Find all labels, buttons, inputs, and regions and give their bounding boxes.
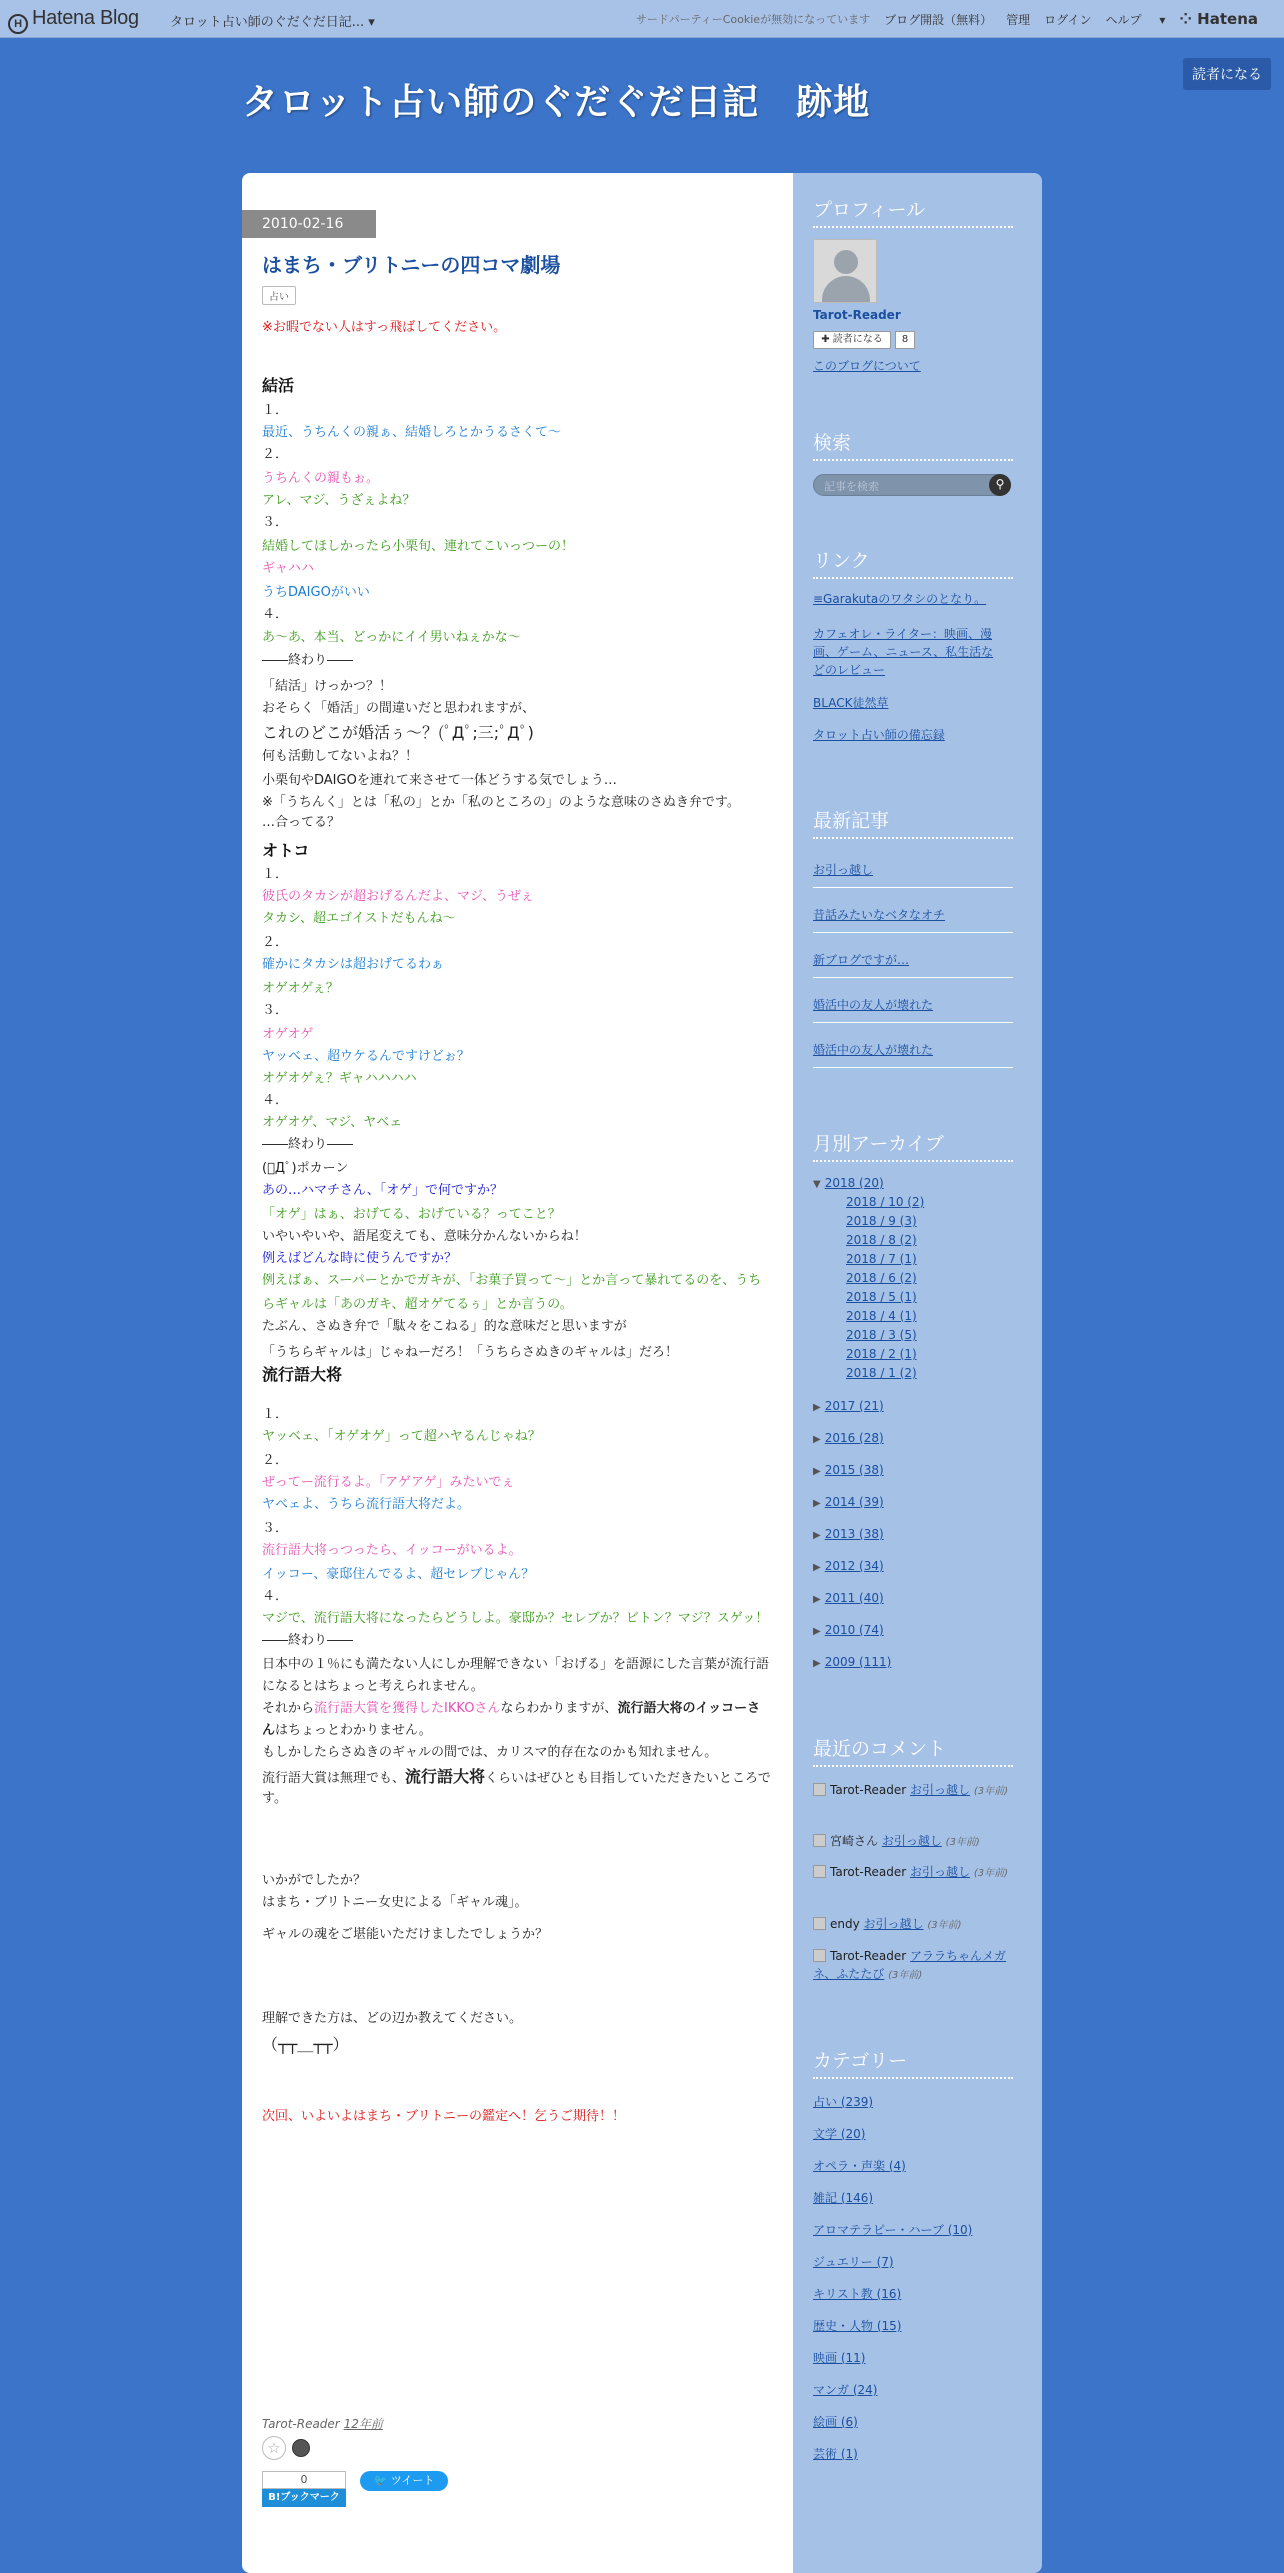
comment-item: endy お引っ越し (3年前) [813, 1915, 1018, 1935]
link-cafeole[interactable]: カフェオレ・ライター：映画、漫 [813, 627, 993, 641]
category-link[interactable]: 歴史・人物 (15) [813, 2319, 902, 2333]
category-link[interactable]: キリスト教 (16) [813, 2287, 902, 2301]
about-blog-link[interactable]: このブログについて [813, 359, 921, 373]
entry-line: うちDAIGOがいい [262, 585, 370, 600]
entry-line: 何も活動してないよね？！ [262, 749, 419, 764]
content-wrapper [242, 173, 1042, 2573]
entry-line: ギャルの魂をご堪能いただけましたでしょうか？ [262, 1927, 549, 1942]
comment-item: Tarot-Reader アララちゃんメガネ、ふたたび (3年前) [813, 1949, 1007, 1981]
comments-heading: 最近のコメント [813, 1734, 1013, 1767]
recent-item[interactable]: 婚活中の友人が壊れた [813, 1043, 934, 1057]
entry-line: ３． [262, 515, 289, 530]
category-link[interactable]: オペラ・声楽 (4) [813, 2159, 906, 2173]
entry-line: ――終わり―― [262, 653, 354, 668]
separator [813, 977, 1013, 978]
entry-line: らギャルは「あのガキ、超オゲてるぅ」とか言うの。 [262, 1297, 573, 1312]
archive-month[interactable]: 2018 / 2 (1) [846, 1347, 917, 1361]
blog-title[interactable]: タロット占い師のぐだぐだ日記 跡地 [242, 82, 871, 123]
category-link[interactable]: 絵画 (6) [813, 2415, 858, 2429]
entry-line: 理解できた方は、どの辺か教えてください。 [262, 2011, 523, 2026]
separator [813, 1067, 1013, 1068]
entry-line: これのどこが婚活ぅ〜？(ﾟДﾟ;三;ﾟДﾟ) [262, 723, 534, 742]
separator [813, 887, 1013, 888]
entry-line: タカシ、超エゴイストだもんね〜 [262, 911, 456, 926]
entry-line: あ〜あ、本当、どっかにイイ男いねぇかな〜 [262, 630, 521, 645]
entry-line: イッコー、豪邸住んでるよ、超セレブじゃん？ [262, 1567, 535, 1582]
entry-line: はまち・ブリトニー女史による「ギャル魂」。 [262, 1895, 528, 1910]
main-column [242, 173, 793, 2573]
category-heading: カテゴリー [813, 2046, 1013, 2079]
section-heading: 流行語大将 [262, 1365, 343, 1384]
entry-line: になるとはちょっと考えられません。 [262, 1679, 484, 1694]
search-icon[interactable]: ⚲ [989, 474, 1011, 496]
recent-item[interactable]: お引っ越し [813, 863, 874, 877]
bookmark-button[interactable]: B!ブックマーク [262, 2489, 346, 2507]
recent-heading: 最新記事 [813, 806, 1013, 839]
entry-line: ヤッベェ、超ウケるんですけどぉ？ [262, 1049, 470, 1064]
reader-count: 8 [895, 331, 915, 349]
comment-link[interactable]: お引っ越し [863, 1917, 924, 1931]
link-memo[interactable]: タロット占い師の備忘録 [813, 728, 945, 742]
entry-line: いかがでしたか？ [262, 1873, 367, 1888]
comment-item: Tarot-Reader お引っ越し (3年前) [813, 1781, 1018, 1801]
entry-line: ぜってー流行るよ。「アゲアゲ」みたいでぇ [262, 1475, 515, 1490]
link-cafeole-3[interactable]: どのレビュー [813, 663, 886, 677]
entry-line: 結婚してほしかったら小栗旬、連れてこいっつーの！ [262, 539, 575, 554]
entry-line: 次回、いよいよはまち・ブリトニーの鑑定へ！乞うご期待！！ [262, 2109, 625, 2124]
entry-line: オゲオゲ、マジ、ヤベェ [262, 1115, 403, 1130]
category-link[interactable]: マンガ (24) [813, 2383, 878, 2397]
archive-month[interactable]: 2018 / 9 (3) [846, 1214, 917, 1228]
archive-month[interactable]: 2018 / 1 (2) [846, 1366, 917, 1380]
link-cafeole-2[interactable]: 画、ゲーム、ニュース、私生活な [813, 645, 994, 659]
login-link[interactable]: ログイン [1044, 12, 1092, 27]
sidebar [793, 173, 1042, 2573]
comment-link[interactable]: アララちゃんメガネ、ふたたび [813, 1949, 1007, 1981]
archive-year[interactable]: ▶ 2013 (38) [813, 1527, 884, 1541]
user-icon [813, 1917, 826, 1930]
entry-line: １． [262, 867, 289, 882]
archive-year[interactable]: ▶ 2014 (39) [813, 1495, 884, 1509]
entry-line: オゲオゲぇ？ [262, 981, 339, 996]
category-link[interactable]: ジュエリー (7) [813, 2255, 894, 2269]
color-star-icon[interactable] [292, 2439, 310, 2457]
entry-line: １． [262, 1407, 289, 1422]
entry-line: 「うちらギャルは」じゃねーだろ！「うちらさぬきのギャルは」だろ！ [262, 1345, 679, 1360]
recent-item[interactable]: 婚活中の友人が壊れた [813, 998, 934, 1012]
profile-heading: プロフィール [813, 195, 1013, 228]
entry-line: おそらく「婚活」の間違いだと思われますが、 [262, 701, 536, 716]
link-black[interactable]: BLACK徒然草 [813, 696, 889, 710]
search-input[interactable]: 記事を検索 ⚲ [813, 474, 1011, 496]
entry-line: …合ってる？ [262, 815, 341, 830]
entry-title[interactable]: はまち・ブリトニーの四コマ劇場 [262, 253, 561, 277]
category-tag[interactable]: 占い [262, 286, 296, 305]
entry-line: ――終わり―― [262, 1137, 354, 1152]
profile-name[interactable]: Tarot-Reader [813, 308, 901, 322]
help-menu[interactable]: ヘルプ ▾ [1105, 12, 1166, 27]
link-garakuta[interactable]: ≡Garakutaのワタシのとなり。 [813, 592, 987, 606]
entry-line: ２． [262, 935, 289, 950]
entry-line: ３． [262, 1521, 289, 1536]
separator [813, 932, 1013, 933]
archive-year[interactable]: ▶ 2009 (111) [813, 1655, 892, 1669]
entry-line: たぶん、さぬき弁で「駄々をこねる」的な意味だと思いますが [262, 1319, 627, 1334]
entry-line: 最近、うちんくの親ぁ、結婚しろとかうるさくて〜 [262, 425, 562, 440]
blog-switcher[interactable]: タロット占い師のぐだぐだ日記... ▾ [170, 15, 375, 30]
reader-button[interactable]: ✚ 読者になる [813, 331, 891, 349]
separator [813, 1022, 1013, 1023]
links-heading: リンク [813, 546, 1013, 579]
entry-line: ※お暇でない人はすっ飛ばしてください。 [262, 320, 507, 335]
entry-line: ヤベェよ、うちら流行語大将だよ。 [262, 1497, 471, 1512]
entry-line: オゲオゲ [262, 1027, 314, 1042]
entry-line: 彼氏のタカシが超おげるんだよ、マジ、うぜぇ [262, 889, 534, 904]
entry-line: ※「うちんく」とは「私の」とか「私のところの」のような意味のさぬき弁です。 [262, 795, 740, 810]
top-navbar [0, 0, 1284, 38]
hatena-blog-logo[interactable]: H Hatena Blog [8, 7, 139, 34]
comment-item: 宮崎さん お引っ越し (3年前) [813, 1832, 1018, 1852]
search-heading: 検索 [813, 428, 1013, 461]
archive-month[interactable]: 2018 / 8 (2) [846, 1233, 917, 1247]
entry-line: （┬┬＿┬┬） [262, 2035, 349, 2054]
entry-line: ――終わり―― [262, 1633, 354, 1648]
category-link[interactable]: 文学 (20) [813, 2127, 866, 2141]
bookmark-count: 0 [262, 2471, 346, 2489]
archive-month[interactable]: 2018 / 6 (2) [846, 1271, 917, 1285]
tweet-button[interactable]: 🐦 ツイート [360, 2471, 448, 2491]
entry-line: オゲオゲぇ？ギャハハハハ [262, 1071, 417, 1086]
category-link[interactable]: 映画 (11) [813, 2351, 866, 2365]
entry-line: 小栗旬やDAIGOを連れて来させて一体どうする気でしょう… [262, 773, 617, 788]
archive-year[interactable]: ▶ 2012 (34) [813, 1559, 884, 1573]
category-link[interactable]: 占い (239) [813, 2095, 874, 2109]
archive-month[interactable]: 2018 / 10 (2) [846, 1195, 925, 1209]
entry-line: ヤッベェ、「オゲオゲ」って超ハヤるんじゃね？ [262, 1429, 541, 1444]
user-icon [813, 1783, 826, 1796]
entry-author: Tarot-Reader 12年前 [262, 2417, 383, 2431]
archive-year[interactable]: ▶ 2015 (38) [813, 1463, 884, 1477]
category-link[interactable]: 雑記 (146) [813, 2191, 874, 2205]
entry-line: んはちょっとわかりません。 [262, 1723, 432, 1738]
entry-line: ４． [262, 1589, 289, 1604]
entry-line: あの…ハマチさん、「オゲ」で何ですか？ [262, 1183, 504, 1198]
archive-month[interactable]: 2018 / 7 (1) [846, 1252, 917, 1266]
comment-link[interactable]: お引っ越し [910, 1865, 971, 1879]
entry-line: アレ、マジ、うざぇよね？ [262, 493, 416, 508]
category-link[interactable]: 芸術 (1) [813, 2447, 858, 2461]
avatar[interactable] [813, 239, 877, 303]
open-blog-link[interactable]: ブログ開設（無料） [884, 12, 993, 27]
entry-line: いやいやいや、語尾変えても、意味分かんないからね！ [262, 1229, 587, 1244]
entry-line: うちんくの親もぉ。 [262, 471, 380, 486]
entry-line: (ﾟДﾟ)ポカーン [262, 1161, 349, 1176]
archive-month[interactable]: 2018 / 4 (1) [846, 1309, 917, 1323]
archive-month[interactable]: 2018 / 5 (1) [846, 1290, 917, 1304]
recent-item[interactable]: 昔話みたいなベタなオチ [813, 908, 946, 922]
entry-line: す。 [262, 1791, 287, 1806]
entry-line: ２． [262, 447, 289, 462]
entry-date[interactable]: 2010-02-16 [242, 210, 376, 238]
user-icon [813, 1834, 826, 1847]
entry-line: 「結活」けっかつ？！ [262, 679, 393, 694]
entry-line: ２． [262, 1453, 289, 1468]
entry-line: ギャハハ [262, 561, 315, 576]
entry-line: ４． [262, 607, 289, 622]
entry-line: 日本中の１％にも満たない人にしか理解できない「おげる」を語源にした言葉が流行語 [262, 1657, 770, 1672]
hatena-logo-icon: H [8, 14, 28, 34]
entry-line: 例えばぁ、スーパーとかでガキが、「お菓子買って〜」とか言って暴れてるのを、うち [262, 1273, 762, 1288]
comment-item: Tarot-Reader お引っ越し (3年前) [813, 1863, 1018, 1883]
add-star-icon[interactable]: ☆ [262, 2436, 286, 2460]
entry-line: マジで、流行語大将になったらどうしよ。豪邸か？セレブか？ビトン？マジ？スゲッ！ [262, 1611, 769, 1626]
entry-line: ４． [262, 1093, 289, 1108]
archive-year[interactable]: ▶ 2010 (74) [813, 1623, 884, 1637]
entry-line: 流行語大賞は無理でも、流行語大将くらいはぜひとも目指していただきたいところで [262, 1767, 771, 1786]
entry-line: １． [262, 403, 289, 418]
entry-line: ３． [262, 1003, 289, 1018]
entry-line: もしかしたらさぬきのギャルの間では、カリスマ的存在なのかも知れません。 [262, 1745, 718, 1760]
comment-link[interactable]: お引っ越し [881, 1834, 942, 1848]
entry-line: 確かにタカシは超おげてるわぁ [262, 957, 444, 972]
category-link[interactable]: アロマテラピー・ハーブ (10) [813, 2223, 973, 2237]
cookie-notice: サードパーティーCookieが無効になっています [635, 13, 871, 26]
recent-item[interactable]: 新ブログですが… [813, 953, 910, 967]
entry-line: 「オゲ」はぁ、おげてる、おげている？ってこと？ [262, 1207, 561, 1222]
entry-line: 例えばどんな時に使うんですか？ [262, 1251, 458, 1266]
subscribe-button[interactable]: 読者になる [1183, 58, 1271, 90]
hatena-link[interactable]: ⁘ Hatena [1179, 10, 1258, 28]
entry-permalink[interactable]: 12年前 [343, 2417, 383, 2431]
entry-line: それから流行語大賞を獲得したIKKOさんならわかりますが、流行語大将のイッコーさ [262, 1701, 761, 1716]
user-icon [813, 1865, 826, 1878]
entry-line: 流行語大将っつったら、イッコーがいるよ。 [262, 1543, 522, 1558]
archive-month[interactable]: 2018 / 3 (5) [846, 1328, 917, 1342]
section-heading: 結活 [262, 376, 295, 395]
user-icon [813, 1949, 826, 1962]
section-heading: オトコ [262, 841, 310, 860]
admin-link[interactable]: 管理 [1006, 12, 1031, 27]
archive-year[interactable]: ▶ 2011 (40) [813, 1591, 884, 1605]
archive-year[interactable]: ▶ 2017 (21) [813, 1399, 884, 1413]
archive-year[interactable]: ▶ 2016 (28) [813, 1431, 884, 1445]
archive-heading: 月別アーカイブ [813, 1129, 1013, 1162]
archive-2018[interactable]: ▼ 2018 (20) [813, 1176, 884, 1190]
comment-link[interactable]: お引っ越し [910, 1783, 971, 1797]
